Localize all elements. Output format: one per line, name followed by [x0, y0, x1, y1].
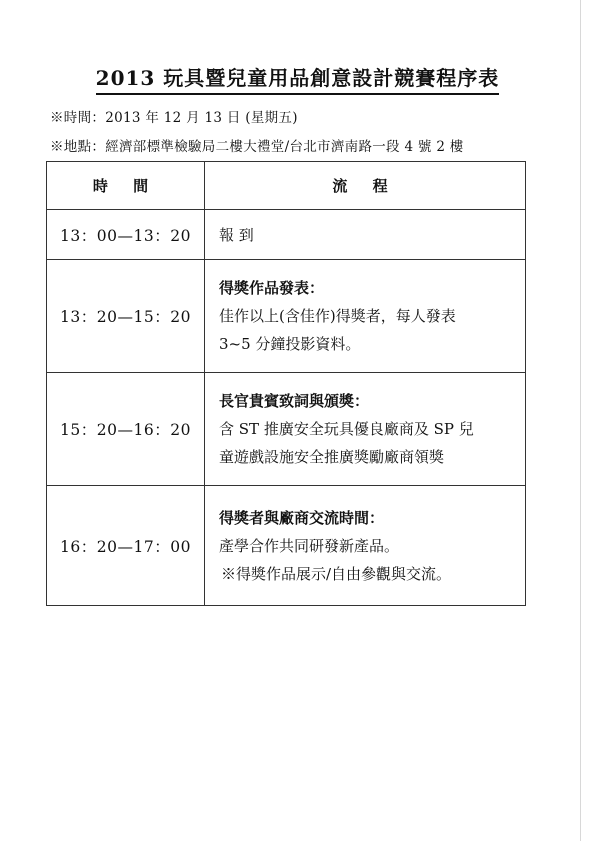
page-title-text: 2013 玩具暨兒童用品創意設計競賽程序表 — [96, 62, 500, 95]
flow-line: 含 ST 推廣安全玩具優良廠商及 SP 兒 — [219, 420, 474, 438]
flow-line: 佳作以上(含佳作)得獎者，每人發表 — [219, 307, 456, 325]
scan-edge-line — [580, 0, 581, 841]
page-title — [0, 62, 595, 95]
flow-line: 產學合作共同研發新產品。 — [219, 536, 400, 555]
schedule-table — [46, 161, 526, 606]
event-time-value: 2013 年 12 月 13 日 (星期五) — [105, 110, 298, 126]
flow-line: 3~5 分鐘投影資料。 — [219, 335, 361, 353]
flow-heading: 得獎作品發表： — [219, 279, 325, 297]
row-flow — [205, 210, 526, 260]
event-place-value: 經濟部標準檢驗局二樓大禮堂/台北市濟南路一段 4 號 2 樓 — [105, 139, 464, 155]
schedule-row — [47, 486, 526, 606]
schedule-row — [47, 373, 526, 486]
event-place — [50, 135, 464, 155]
header-time: 時 間 — [47, 162, 205, 210]
row-time: 16：20—17：00 — [47, 486, 205, 606]
flow-note: ※得獎作品展示/自由參觀與交流。 — [221, 564, 452, 583]
row-time: 15：20—16：20 — [47, 373, 205, 486]
row-flow — [205, 486, 526, 606]
event-time — [50, 106, 298, 126]
row-time: 13：20—15：20 — [47, 260, 205, 373]
schedule-header-row — [47, 162, 526, 210]
flow-line: 報 到 — [219, 225, 254, 244]
event-place-label: ※地點： — [50, 139, 106, 155]
row-time: 13：00—13：20 — [47, 210, 205, 260]
event-time-label: ※時間： — [50, 110, 106, 126]
schedule-row — [47, 260, 526, 373]
schedule-row — [47, 210, 526, 260]
row-flow — [205, 260, 526, 373]
row-flow — [205, 373, 526, 486]
header-flow: 流 程 — [205, 162, 526, 210]
flow-heading: 長官貴賓致詞與頒獎： — [219, 392, 370, 410]
flow-line: 童遊戲設施安全推廣獎勵廠商領獎 — [219, 448, 445, 466]
flow-heading: 得獎者與廠商交流時間： — [219, 508, 385, 527]
